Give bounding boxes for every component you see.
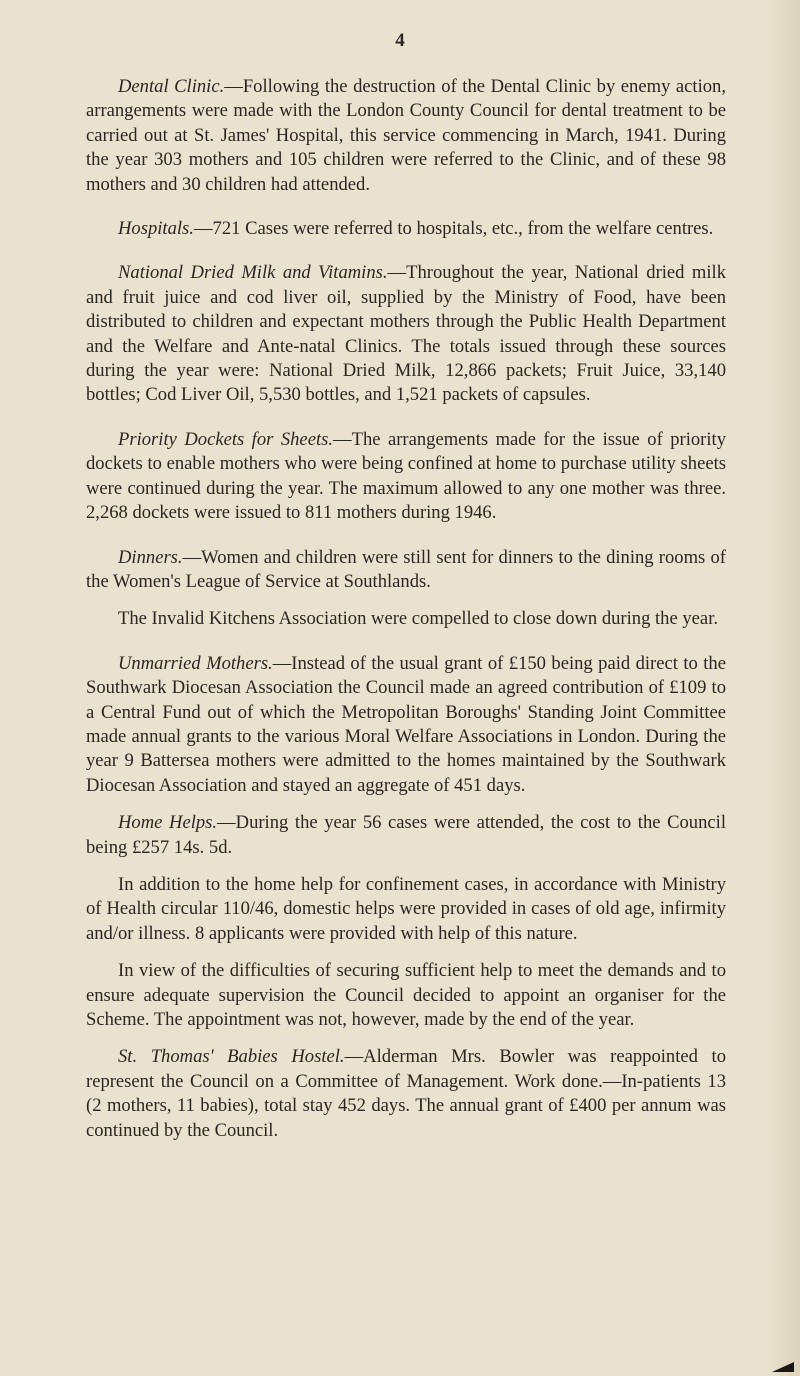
document-body (86, 75, 726, 1163)
paragraph-text: The Invalid Kitchens Association were compelled to close down during the year. (118, 608, 719, 630)
paragraph-text: In view of the difficulties of securing sufficient help to meet the demands and to ensure adequate supervision the Council decided to appoint an organiser for the Scheme. The appointment was not, however, made by the end of the year. (86, 960, 726, 1030)
paragraph-heading: National Dried Milk and Vitamins. (118, 262, 388, 284)
paragraph-text: —Instead of the usual grant of £150 being paid direct to the Southwark Diocesan Association the Council made an agreed contribution of £109 to a Central Fund out of which the Metropolitan Boroughs' Standing Joint Committee made annual grants to the various Moral Welfare Associations in London. During the year 9 Battersea mothers were admitted to the homes maintained by the Southwark Diocesan Association and stayed an aggregate of 451 days. (86, 652, 726, 796)
paragraph-heading: Unmarried Mothers. (118, 652, 273, 674)
paragraph-heading: Dinners. (118, 546, 183, 568)
paragraph-heading: Hospitals. (118, 218, 194, 240)
paragraph-heading: St. Thomas' Babies Hostel. (118, 1046, 345, 1068)
paragraph-dental-clinic (86, 75, 726, 197)
paragraph-text: —During the year 56 cases were attended, the cost to the Council being £257 14s. 5d. (86, 812, 726, 858)
paragraph-hospitals (86, 217, 726, 241)
paragraph-home-help-addition (86, 873, 726, 946)
paragraph-text: —Following the destruction of the Dental Clinic by enemy action, arrangements were made with the London County Council for dental treatment to be carried out at St. James' Hospital, this service commencing in March, 1941. During the year 303 mothers and 105 children were referred to the Clinic, and of these 98 mothers and 30 children had attended. (86, 76, 726, 195)
paragraph-heading: Home Helps. (118, 812, 218, 834)
paragraph-unmarried-mothers (86, 652, 726, 798)
paragraph-invalid-kitchens (86, 607, 726, 631)
paragraph-text: —Alderman Mrs. Bowler was reappointed to represent the Council on a Committee of Management. Work done.—In-patients 13 (2 mothers, 11 babies), total stay 452 days. The annual grant of £400 per annum was continued by the Council. (86, 1046, 726, 1141)
paragraph-heading: Dental Clinic. (118, 76, 225, 97)
paragraph-national-dried-milk (86, 261, 726, 407)
paragraph-heading: Priority Dockets for Sheets. (118, 428, 333, 450)
paragraph-organiser (86, 959, 726, 1032)
paragraph-text: —Throughout the year, National dried milk and fruit juice and cod liver oil, supplied by the Ministry of Food, have been distributed to children and expectant mothers through the Public Health Department and the Welfare and Ante-natal Clinics. The totals issued through these sources during the year were: National Dried Milk, 12,866 packets; Fruit Juice, 33,140 bottles; Cod Liver Oil, 5,530 bottles, and 1,521 packets of capsules. (86, 262, 726, 406)
paragraph-home-helps (86, 811, 726, 860)
paragraph-text: —Women and children were still sent for dinners to the dining rooms of the Women's League of Service at Southlands. (86, 546, 726, 592)
paragraph-babies-hostel (86, 1045, 726, 1143)
page-edge-shadow (766, 0, 800, 1376)
paragraph-text: In addition to the home help for confinement cases, in accordance with Ministry of Health circular 110/46, domestic helps were provided in cases of old age, infirmity and/or illness. 8 applicants were provided with help of this nature. (86, 873, 726, 944)
corner-arrow-icon (772, 1362, 794, 1372)
paragraph-text: —721 Cases were referred to hospitals, etc., from the welfare centres. (193, 218, 714, 240)
paragraph-text: —The arrangements made for the issue of priority dockets to enable mothers who were being confined at home to purchase utility sheets were continued during the year. The maximum allowed to any one mother was three. 2,268 dockets were issued to 811 mothers during 1946. (86, 428, 726, 524)
paragraph-dinners (86, 546, 726, 595)
paragraph-priority-dockets (86, 428, 726, 526)
page-number: 4 (395, 30, 405, 51)
